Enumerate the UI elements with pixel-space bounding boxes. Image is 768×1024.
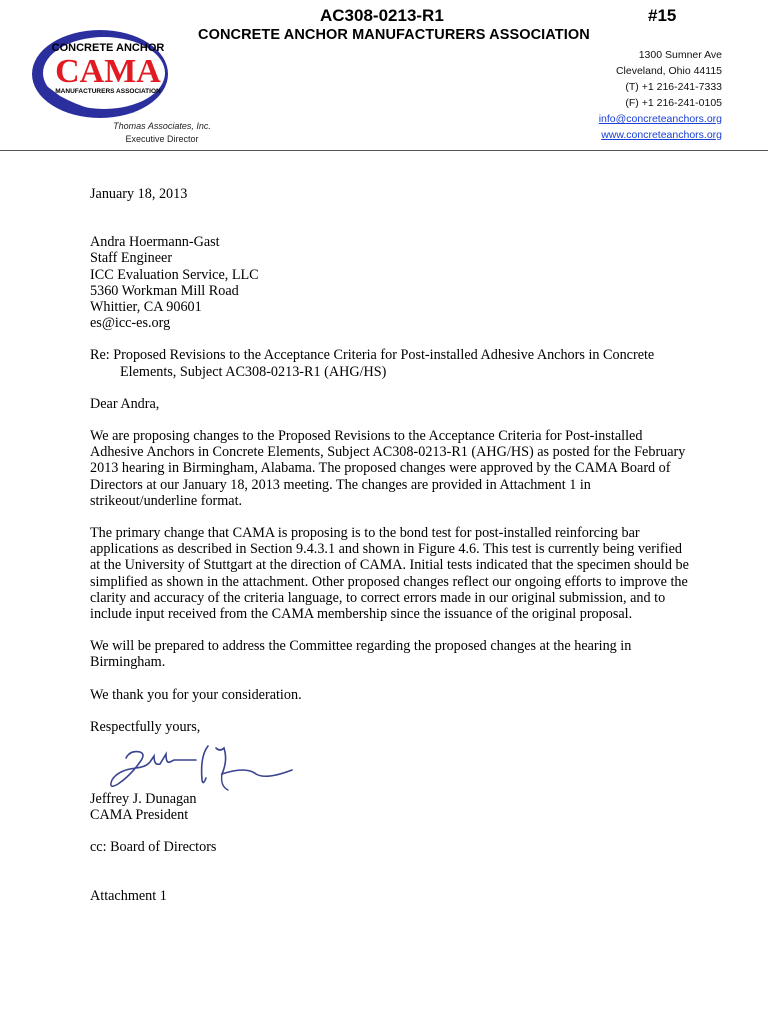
recipient-email: es@icc-es.org	[90, 315, 171, 332]
recipient-block	[90, 234, 690, 331]
cama-logo	[30, 26, 172, 125]
organization-name: CONCRETE ANCHOR MANUFACTURERS ASSOCIATION	[198, 27, 590, 43]
contact-street: 1300 Sumner Ave	[638, 49, 722, 61]
paragraph-2: The primary change that CAMA is proposing is to the bond test for post-installed reinforcing bar applications as described in Section 9.4.3.1 and shown in Figure 4.6. This test is currently being verified at the University of Stuttgart at the direction of CAMA. Initial tests indicated that the specimen should be simplified as shown in the attachment. Other proposed changes reflect our ongoing efforts to improve the clarity and accuracy of the criteria language, to correct errors made in our original submission, and to include input received from the CAMA membership since the issuance of the original proposal.	[90, 525, 689, 623]
salutation: Dear Andra,	[90, 395, 160, 412]
recipient-company: ICC Evaluation Service, LLC	[90, 266, 259, 283]
letter-body	[90, 186, 690, 920]
contact-city: Cleveland, Ohio 44115	[615, 65, 722, 77]
recipient-name: Andra Hoermann-Gast	[90, 234, 220, 251]
document-code: AC308-0213-R1	[320, 6, 444, 25]
cc-line: cc: Board of Directors	[90, 839, 217, 856]
attachment-line: Attachment 1	[90, 887, 167, 904]
header-divider	[0, 150, 768, 151]
paragraph-3: We will be prepared to address the Committee regarding the proposed changes at the hearing in Birmingham.	[90, 638, 632, 671]
recipient-title: Staff Engineer	[90, 250, 173, 267]
recipient-city: Whittier, CA 90601	[90, 299, 202, 316]
subject-line	[90, 347, 690, 379]
signer-name: Jeffrey J. Dunagan	[90, 791, 197, 808]
director-organization: Thomas Associates, Inc.	[113, 121, 211, 131]
recipient-street: 5360 Workman Mill Road	[90, 282, 239, 299]
logo-main-text: CAMA	[55, 53, 161, 90]
contact-phone: (T) +1 216-241-7333	[625, 81, 722, 93]
contact-block	[599, 47, 722, 143]
contact-email-link[interactable]: info@concreteanchors.org	[598, 113, 722, 125]
closing: Respectfully yours,	[90, 718, 201, 735]
director-title: Executive Director	[125, 134, 199, 144]
logo-bottom-text: MANUFACTURERS ASSOCIATION	[55, 88, 161, 95]
contact-fax: (F) +1 216-241-0105	[625, 97, 722, 109]
handwritten-signature	[96, 740, 296, 801]
logo-top-text: CONCRETE ANCHOR	[51, 42, 165, 54]
signer-title: CAMA President	[90, 807, 189, 824]
subject-line-2: Elements, Subject AC308-0213-R1 (AHG/HS)	[120, 363, 387, 380]
document-number: #15	[648, 6, 677, 25]
letter-date: January 18, 2013	[90, 186, 188, 202]
paragraph-4: We thank you for your consideration.	[90, 686, 302, 703]
contact-website-link[interactable]: www.concreteanchors.org	[601, 129, 722, 141]
subject-line-1: Re: Proposed Revisions to the Acceptance Criteria for Post-installed Adhesive Anchors in Concrete	[90, 347, 655, 364]
paragraph-1: We are proposing changes to the Proposed Revisions to the Acceptance Criteria for Post-installed Adhesive Anchors in Concrete Elements, Subject AC308-0213-R1 (AHG/HS) as posted for the February 2013 hearing in Birmingham, Alabama. The proposed changes were approved by the CAMA Board of Directors at our January 18, 2013 meeting. The changes are provided in Attachment 1 in strikeout/underline format.	[90, 428, 686, 509]
